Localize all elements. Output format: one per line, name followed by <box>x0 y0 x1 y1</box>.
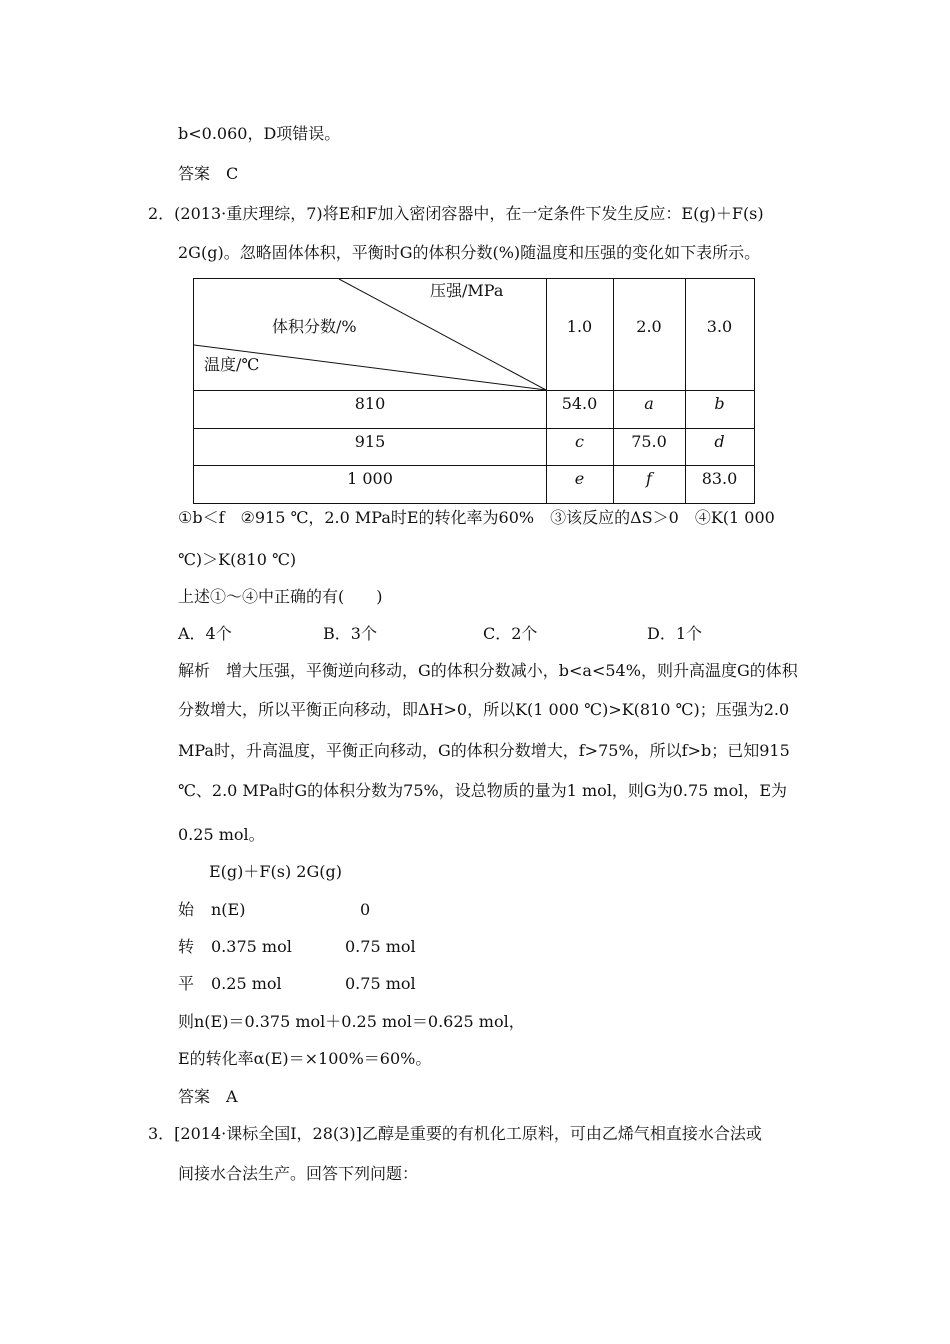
solution-line4: ℃、2.0 MPa时G的体积分数为75%，设总物质的量为1 mol，则G为0.75 mol，E为 <box>178 781 788 800</box>
data-table <box>193 278 755 504</box>
ice-equilibrium-e: 0.25 mol <box>211 974 282 993</box>
statements-line1: ①b＜f ②915 ℃，2.0 MPa时E的转化率为60% ③该反应的ΔS＞0 ④K(1 000 <box>178 508 775 527</box>
choice-a: A．4个 <box>178 624 232 643</box>
solution-line2: 分数增大，所以平衡正向移动，即ΔH>0，所以K(1 000 ℃)>K(810 ℃)；压强为2.0 <box>178 700 790 719</box>
solution-line5: 0.25 mol。 <box>178 825 265 844</box>
row-temp: 810 <box>354 394 386 413</box>
table-cell: 75.0 <box>631 432 667 451</box>
statements-line2: ℃)＞K(810 ℃) <box>178 550 297 569</box>
row-divider <box>194 465 754 466</box>
column-header: 2.0 <box>636 317 662 336</box>
reaction-equation: E(g)＋F(s) 2G(g) <box>209 862 342 881</box>
solution-line3: MPa时，升高温度，平衡正向移动，G的体积分数增大，f>75%，所以f>b；已知915 <box>178 741 790 760</box>
table-cell: d <box>714 432 725 451</box>
ice-initial-g: 0 <box>360 900 371 919</box>
table-cell: 83.0 <box>701 469 738 488</box>
table-cell: f <box>646 469 652 488</box>
question-3-line1: 3．[2014·课标全国Ⅰ，28(3)]乙醇是重要的有机化工原料，可由乙烯气相直接水合法或 <box>148 1124 762 1143</box>
answer-line: 答案 A <box>178 1087 238 1106</box>
text-line: b<0.060，D项错误。 <box>178 124 341 143</box>
question-3-line2: 间接水合法生产。回答下列问题： <box>178 1164 419 1183</box>
solution-line1: 解析 增大压强，平衡逆向移动，G的体积分数减小，b<a<54%，则升高温度G的体积 <box>178 661 798 680</box>
ice-initial-e: n(E) <box>211 900 246 919</box>
question-prompt: 上述①～④中正确的有( ) <box>178 587 383 606</box>
choice-b: B．3个 <box>323 624 377 643</box>
ice-change-e: 0.375 mol <box>211 937 292 956</box>
table-cell: b <box>714 394 725 413</box>
choice-d: D．1个 <box>647 624 703 643</box>
row-divider <box>194 428 754 429</box>
ice-label-equilibrium: 平 <box>178 974 195 993</box>
table-cell: 54.0 <box>561 394 598 413</box>
ice-label-change: 转 <box>178 937 195 956</box>
table-cell: a <box>644 394 654 413</box>
header-pressure: 压强/MPa <box>430 281 504 300</box>
row-temp: 915 <box>354 432 386 451</box>
ice-equilibrium-g: 0.75 mol <box>345 974 416 993</box>
header-temp: 温度/℃ <box>204 355 260 374</box>
row-temp: 1 000 <box>347 469 393 488</box>
question-2-line1: 2．(2013·重庆理综，7)将E和F加入密闭容器中，在一定条件下发生反应：E(g)＋F(s) <box>148 204 764 223</box>
answer-line: 答案 C <box>178 164 239 183</box>
table-cell: e <box>574 469 585 488</box>
calc-line2: E的转化率α(E)＝×100%＝60%。 <box>178 1049 432 1068</box>
column-header: 3.0 <box>706 317 733 336</box>
choice-c: C．2个 <box>483 624 538 643</box>
ice-change-g: 0.75 mol <box>345 937 416 956</box>
ice-label-initial: 始 <box>178 900 195 919</box>
row-divider <box>194 390 754 391</box>
header-fraction: 体积分数/% <box>272 317 357 336</box>
column-header: 1.0 <box>566 317 593 336</box>
question-2-line2: 2G(g)。忽略固体体积，平衡时G的体积分数(%)随温度和压强的变化如下表所示。 <box>178 243 761 262</box>
table-cell: c <box>575 432 584 451</box>
calc-line1: 则n(E)＝0.375 mol＋0.25 mol＝0.625 mol， <box>178 1012 525 1031</box>
